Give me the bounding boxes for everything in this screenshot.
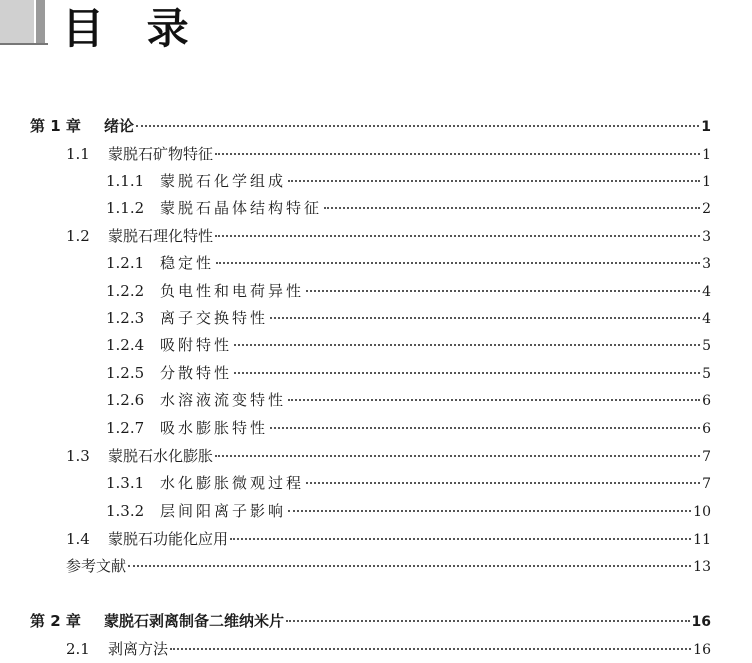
toc-entry-page-number: 3 bbox=[702, 229, 711, 245]
header-bar-light bbox=[0, 0, 34, 44]
dot-leader bbox=[128, 565, 691, 567]
toc-entry[interactable] bbox=[66, 554, 711, 578]
toc-entry-number: 2.1 bbox=[66, 640, 90, 658]
toc-entry[interactable] bbox=[106, 306, 711, 330]
toc-entry-page-number: 5 bbox=[702, 366, 711, 382]
toc-entry[interactable] bbox=[106, 196, 711, 220]
toc-entry-number: 1.2.1 bbox=[106, 254, 145, 272]
header-bar-dark bbox=[36, 0, 45, 44]
toc-entry-title: 蒙脱石晶体结构特征 bbox=[160, 199, 323, 217]
toc-entry-number: 1.3 bbox=[66, 447, 90, 465]
toc-entry-title: 蒙脱石功能化应用 bbox=[108, 530, 229, 548]
toc-entry[interactable] bbox=[106, 388, 711, 412]
dot-leader bbox=[324, 207, 700, 209]
dot-leader bbox=[286, 620, 690, 622]
toc-entry[interactable] bbox=[66, 527, 711, 551]
toc-entry-title: 分散特性 bbox=[160, 364, 233, 382]
toc-entry-page-number: 1 bbox=[702, 174, 711, 190]
dot-leader bbox=[234, 344, 700, 346]
toc-entry-number: 第 2 章 bbox=[30, 612, 81, 630]
toc-entry-number: 1.2.6 bbox=[106, 391, 145, 409]
toc-entry-page-number: 5 bbox=[702, 338, 711, 354]
dot-leader bbox=[288, 180, 700, 182]
toc-entry-page-number: 4 bbox=[702, 284, 711, 300]
dot-leader bbox=[170, 648, 691, 650]
toc-entry-number: 1.2.5 bbox=[106, 364, 145, 382]
dot-leader bbox=[215, 235, 700, 237]
toc-entry-number: 1.1.2 bbox=[106, 199, 145, 217]
toc-entry-number: 1.2.4 bbox=[106, 336, 145, 354]
toc-entry-number: 1.1 bbox=[66, 145, 90, 163]
toc-entry-title: 离子交换特性 bbox=[160, 309, 269, 327]
toc-entry-page-number: 1 bbox=[702, 147, 711, 163]
toc-entry-page-number: 16 bbox=[693, 642, 711, 658]
toc-entry-number: 1.1.1 bbox=[106, 172, 145, 190]
dot-leader bbox=[215, 455, 700, 457]
toc-entry[interactable] bbox=[66, 224, 711, 248]
toc-entry-page-number: 6 bbox=[702, 393, 711, 409]
header-rule bbox=[0, 43, 48, 45]
header-decoration bbox=[0, 0, 52, 44]
toc-entry-title: 蒙脱石水化膨胀 bbox=[108, 447, 214, 465]
toc-entry-title: 蒙脱石矿物特征 bbox=[108, 145, 214, 163]
toc-entry-page-number: 11 bbox=[693, 532, 711, 548]
toc-entry[interactable] bbox=[106, 471, 711, 495]
toc-entry[interactable] bbox=[106, 169, 711, 193]
toc-entry[interactable] bbox=[66, 444, 711, 468]
toc-entry-title: 稳定性 bbox=[160, 254, 215, 272]
dot-leader bbox=[288, 510, 691, 512]
toc-entry-page-number: 7 bbox=[702, 476, 711, 492]
toc-entry-title: 负电性和电荷异性 bbox=[160, 282, 305, 300]
toc-entry-title: 参考文献 bbox=[66, 557, 127, 575]
toc-entry-page-number: 7 bbox=[702, 449, 711, 465]
toc-entry[interactable] bbox=[30, 114, 711, 138]
toc-entry[interactable] bbox=[66, 637, 711, 661]
dot-leader bbox=[230, 538, 691, 540]
page-title: 目 录 bbox=[62, 4, 203, 53]
dot-leader bbox=[215, 153, 700, 155]
toc-entry-number: 1.3.2 bbox=[106, 502, 145, 520]
dot-leader bbox=[270, 317, 700, 319]
toc-entry-page-number: 4 bbox=[702, 311, 711, 327]
toc-entry[interactable] bbox=[30, 609, 711, 633]
toc-entry-title: 吸水膨胀特性 bbox=[160, 419, 269, 437]
toc-entry-title: 层间阳离子影响 bbox=[160, 502, 287, 520]
toc-entry-title: 蒙脱石化学组成 bbox=[160, 172, 287, 190]
dot-leader bbox=[270, 427, 700, 429]
toc-entry-page-number: 1 bbox=[701, 119, 711, 135]
dot-leader bbox=[216, 262, 700, 264]
toc-entry[interactable] bbox=[106, 251, 711, 275]
toc-entry-number: 1.2 bbox=[66, 227, 90, 245]
toc-entry-number: 1.2.7 bbox=[106, 419, 145, 437]
toc-entry-page-number: 10 bbox=[693, 504, 711, 520]
toc-entry-number: 第 1 章 bbox=[30, 117, 81, 135]
toc-entry[interactable] bbox=[106, 499, 711, 523]
dot-leader bbox=[306, 482, 700, 484]
toc-entry-title: 剥离方法 bbox=[108, 640, 169, 658]
toc-entry-title: 水溶液流变特性 bbox=[160, 391, 287, 409]
toc-entry-page-number: 6 bbox=[702, 421, 711, 437]
dot-leader bbox=[306, 290, 700, 292]
toc-entry-number: 1.3.1 bbox=[106, 474, 145, 492]
toc-entry[interactable] bbox=[106, 361, 711, 385]
toc-entry[interactable] bbox=[66, 142, 711, 166]
toc-entry-title: 绪论 bbox=[104, 117, 135, 135]
dot-leader bbox=[234, 372, 700, 374]
dot-leader bbox=[288, 399, 700, 401]
toc-entry-number: 1.4 bbox=[66, 530, 90, 548]
toc-entry-title: 吸附特性 bbox=[160, 336, 233, 354]
toc-entry-page-number: 16 bbox=[691, 614, 711, 630]
toc-entry-number: 1.2.2 bbox=[106, 282, 145, 300]
toc-entry[interactable] bbox=[106, 416, 711, 440]
dot-leader bbox=[136, 125, 699, 127]
toc-entry-page-number: 3 bbox=[702, 256, 711, 272]
toc-entry-title: 蒙脱石理化特性 bbox=[108, 227, 214, 245]
toc-entry[interactable] bbox=[106, 279, 711, 303]
toc-entry-page-number: 13 bbox=[693, 559, 711, 575]
toc-entry-title: 水化膨胀微观过程 bbox=[160, 474, 305, 492]
toc-entry[interactable] bbox=[106, 333, 711, 357]
toc-entry-number: 1.2.3 bbox=[106, 309, 145, 327]
toc-entry-title: 蒙脱石剥离制备二维纳米片 bbox=[104, 612, 285, 630]
toc-entry-page-number: 2 bbox=[702, 201, 711, 217]
